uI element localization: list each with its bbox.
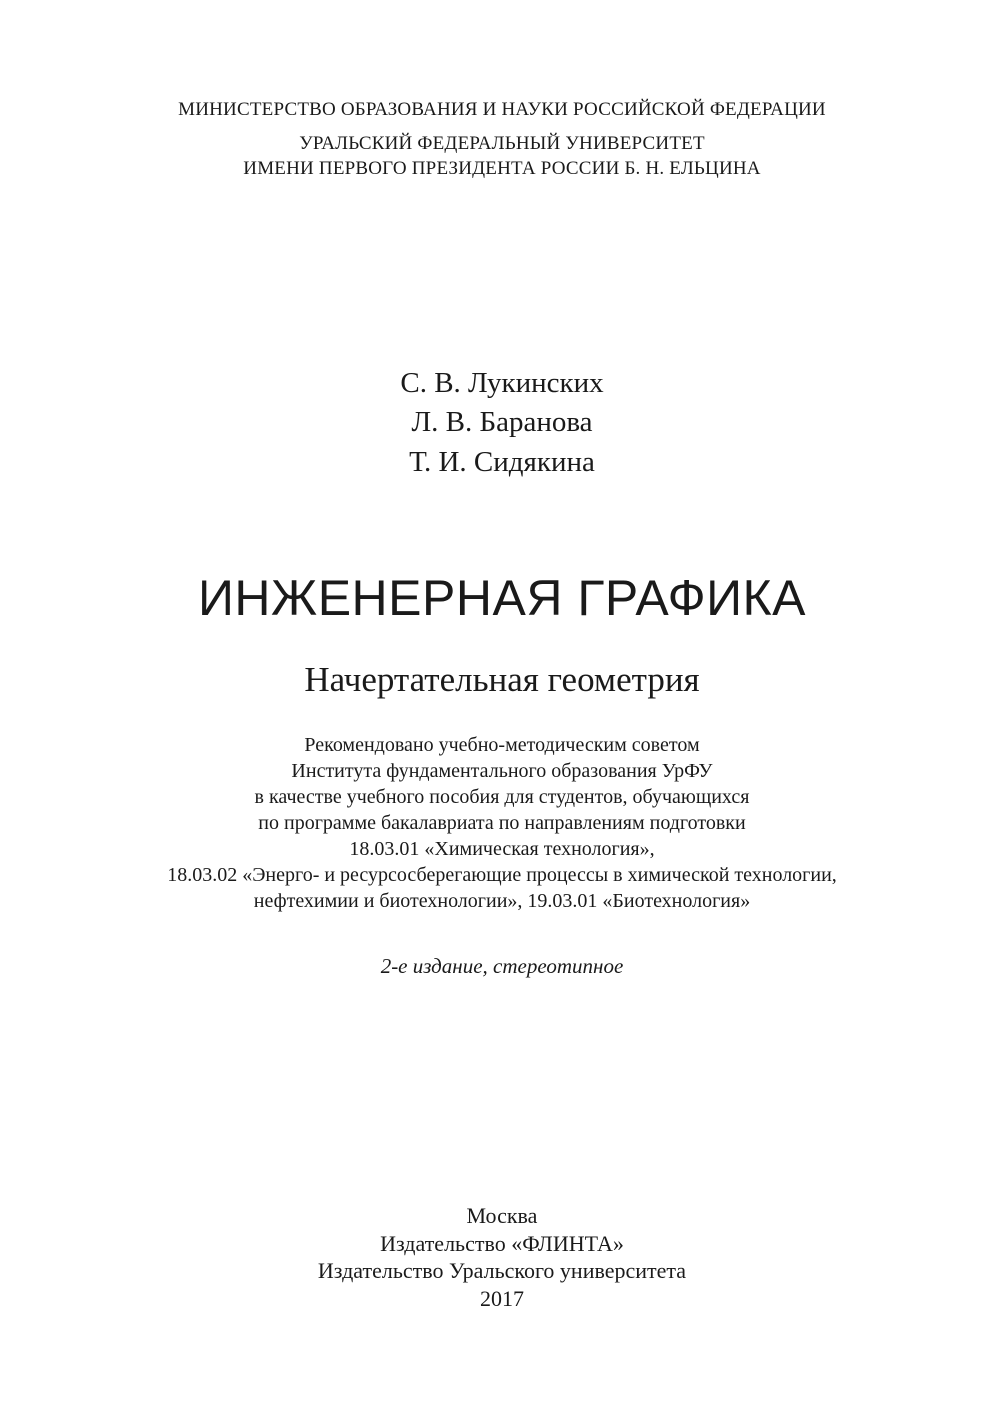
recommendation-line: Рекомендовано учебно-методическим советом [304, 734, 700, 756]
recommendation-line: 18.03.01 «Химическая технология», [349, 838, 655, 860]
recommendation-line: по программе бакалавриата по направлениям подготовки [258, 812, 746, 834]
recommendation-line: Института фундаментального образования УрФУ [291, 760, 713, 782]
ministry-name: МИНИСТЕРСТВО ОБРАЗОВАНИЯ И НАУКИ РОССИЙСКОЙ ФЕДЕРАЦИИ [178, 99, 826, 120]
recommendation-line: в качестве учебного пособия для студентов, обучающихся [254, 786, 750, 808]
publisher-city: Москва [466, 1203, 538, 1228]
recommendation-line: 18.03.02 «Энерго- и ресурсосберегающие процессы в химической технологии, [167, 864, 837, 886]
book-subtitle: Начертательная геометрия [304, 660, 700, 699]
edition-note: 2-е издание, стереотипное [380, 954, 624, 978]
publisher-name-1: Издательство «ФЛИНТА» [380, 1231, 624, 1256]
author-1: С. В. Лукинских [400, 367, 604, 399]
author-3: Т. И. Сидякина [409, 446, 595, 478]
publisher-name-2: Издательство Уральского университета [317, 1258, 687, 1283]
publication-year: 2017 [480, 1286, 524, 1311]
university-name-line2: ИМЕНИ ПЕРВОГО ПРЕЗИДЕНТА РОССИИ Б. Н. ЕЛЬЦИНА [243, 158, 761, 179]
recommendation-line: нефтехимии и биотехнологии», 19.03.01 «Биотехнология» [253, 890, 751, 912]
university-name-line1: УРАЛЬСКИЙ ФЕДЕРАЛЬНЫЙ УНИВЕРСИТЕТ [299, 133, 705, 154]
book-title: ИНЖЕНЕРНАЯ ГРАФИКА [197, 570, 807, 626]
author-2: Л. В. Баранова [411, 406, 593, 438]
